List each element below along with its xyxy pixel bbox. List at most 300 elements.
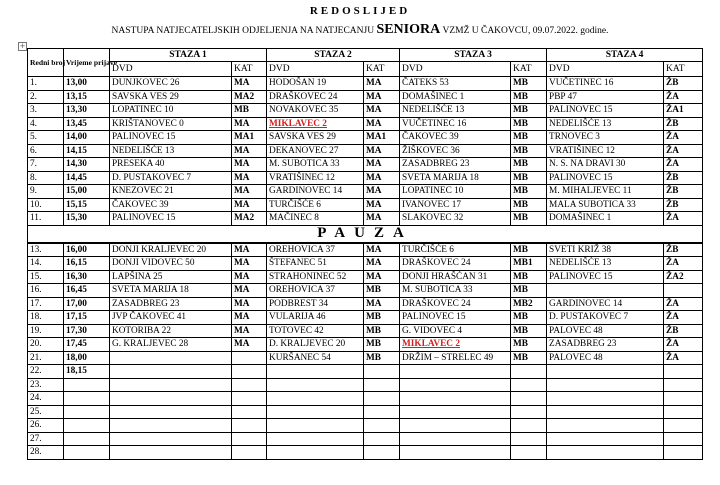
- lane-3-category: MB: [511, 338, 547, 352]
- row-number: 15.: [28, 270, 64, 284]
- lane-1-category: MA: [232, 171, 267, 185]
- lane-1-team: KRIŠTANOVEC 0: [110, 117, 232, 131]
- lane-2-team: GARDINOVEC 14: [267, 185, 364, 199]
- lane-3-category: MB: [511, 351, 547, 365]
- lane-1-category: MA: [232, 257, 267, 271]
- lane-2-category: MB: [364, 284, 400, 298]
- lane-4-category: ŽA: [664, 338, 703, 352]
- lane-3-team: SLAKOVEC 32: [400, 212, 511, 226]
- table-move-handle-icon[interactable]: +: [19, 42, 26, 50]
- lane-2-team: KURŠANEC 54: [267, 351, 364, 365]
- lane-1-team: SAVSKA VES 29: [110, 90, 232, 104]
- lane-1-category: MA: [232, 158, 267, 172]
- lane-3-team: PALINOVEC 15: [400, 311, 511, 325]
- table-row: [28, 104, 703, 118]
- lane-3-category: [511, 432, 547, 446]
- lane-3-category: MB: [511, 144, 547, 158]
- lane-2-category: MA: [364, 297, 400, 311]
- lane-4-category: ŽB: [664, 324, 703, 338]
- row-time: 17,45: [64, 338, 110, 352]
- table-row: [28, 446, 703, 460]
- lane-2-team: STRAHONINEC 52: [267, 270, 364, 284]
- row-time: 14,15: [64, 144, 110, 158]
- lane-2-category: MB: [364, 324, 400, 338]
- lane-4-category: [664, 365, 703, 379]
- row-time: 17,30: [64, 324, 110, 338]
- lane-1-category: MA2: [232, 212, 267, 226]
- lane-4-team: D. PUSTAKOVEC 7: [547, 311, 664, 325]
- lane-3-category: MB1: [511, 257, 547, 271]
- row-time: 18,15: [64, 365, 110, 379]
- lane-4-category: ŽA: [664, 257, 703, 271]
- table-row: [28, 158, 703, 172]
- lane-3-category: MB: [511, 171, 547, 185]
- lane-1-team: ZASADBREG 23: [110, 297, 232, 311]
- lane-4-category: ŽA: [664, 131, 703, 145]
- row-time: 14,45: [64, 171, 110, 185]
- lane-1-team: [110, 405, 232, 419]
- lane-2-team: [267, 446, 364, 460]
- lane-3-team: [400, 432, 511, 446]
- lane-4-category: [664, 284, 703, 298]
- lane-2-category: MA: [364, 117, 400, 131]
- row-time: 18,00: [64, 351, 110, 365]
- lane-1-category: MA: [232, 243, 267, 257]
- row-time: 15,00: [64, 185, 110, 199]
- lane-3-team: [400, 392, 511, 406]
- lane-1-category: MA: [232, 144, 267, 158]
- row-time: 17,00: [64, 297, 110, 311]
- row-number: 16.: [28, 284, 64, 298]
- lane-3-category: MB: [511, 270, 547, 284]
- lane-2-team: VRATIŠINEC 12: [267, 171, 364, 185]
- lane-3-team: [400, 446, 511, 460]
- table-row: [28, 77, 703, 91]
- lane-2-team: DEKANOVEC 27: [267, 144, 364, 158]
- lane-4-team: NEDELIŠĆE 13: [547, 257, 664, 271]
- lane-4-team: [547, 405, 664, 419]
- table-row: [28, 117, 703, 131]
- lane-3-team: TURČIŠĆE 6: [400, 243, 511, 257]
- subheader-dvd: DVD: [547, 62, 664, 77]
- table-row: [28, 198, 703, 212]
- lane-1-team: LOPATINEC 10: [110, 104, 232, 118]
- table-row: [28, 243, 703, 257]
- header-lane-3: STAZA 3: [400, 49, 547, 62]
- lane-3-category: [511, 419, 547, 433]
- lane-3-category: [511, 392, 547, 406]
- row-number: 6.: [28, 144, 64, 158]
- lane-4-category: ŽA1: [664, 104, 703, 118]
- row-time: 15,30: [64, 212, 110, 226]
- lane-3-team: ČAKOVEC 39: [400, 131, 511, 145]
- lane-1-team: D. PUSTAKOVEC 7: [110, 171, 232, 185]
- lane-2-team: DRAŠKOVEC 24: [267, 90, 364, 104]
- table-row: [28, 144, 703, 158]
- lane-2-category: MA: [364, 104, 400, 118]
- row-number: 11.: [28, 212, 64, 226]
- pause-row: [28, 225, 703, 243]
- lane-1-category: MA: [232, 284, 267, 298]
- lane-3-team: [400, 378, 511, 392]
- lane-3-team: MIKLAVEC 2: [400, 338, 511, 352]
- table-row: [28, 90, 703, 104]
- lane-4-team: PALINOVEC 15: [547, 171, 664, 185]
- lane-4-team: [547, 446, 664, 460]
- lane-2-team: VULARIJA 46: [267, 311, 364, 325]
- header-lane-2: STAZA 2: [267, 49, 400, 62]
- lane-2-team: MIKLAVEC 2: [267, 117, 364, 131]
- lane-1-team: [110, 351, 232, 365]
- lane-3-team: NEDELIŠĆE 13: [400, 104, 511, 118]
- lane-2-category: MB: [364, 338, 400, 352]
- lane-2-category: MA: [364, 257, 400, 271]
- lane-1-category: MA: [232, 198, 267, 212]
- lane-2-category: MA: [364, 158, 400, 172]
- table-row: [28, 365, 703, 379]
- lane-1-category: [232, 365, 267, 379]
- lane-3-category: [511, 405, 547, 419]
- lane-4-category: ŽA: [664, 351, 703, 365]
- lane-4-team: PALINOVEC 15: [547, 104, 664, 118]
- lane-2-category: MA: [364, 270, 400, 284]
- lane-4-team: PALINOVEC 15: [547, 270, 664, 284]
- lane-3-category: MB2: [511, 297, 547, 311]
- lane-3-category: MB: [511, 131, 547, 145]
- row-number: 1.: [28, 77, 64, 91]
- lane-4-team: GARDINOVEC 14: [547, 297, 664, 311]
- lane-2-category: MA: [364, 243, 400, 257]
- row-time: 14,30: [64, 158, 110, 172]
- lane-4-team: PBP 47: [547, 90, 664, 104]
- lane-1-team: ČAKOVEC 39: [110, 198, 232, 212]
- row-time: [64, 419, 110, 433]
- row-number: 26.: [28, 419, 64, 433]
- lane-3-category: [511, 446, 547, 460]
- lane-2-team: [267, 432, 364, 446]
- row-number: 10.: [28, 198, 64, 212]
- row-time: [64, 432, 110, 446]
- row-number: 20.: [28, 338, 64, 352]
- lane-2-category: [364, 392, 400, 406]
- lane-3-category: MB: [511, 104, 547, 118]
- row-time: 13,30: [64, 104, 110, 118]
- lane-3-category: [511, 365, 547, 379]
- lane-4-category: ŽB: [664, 117, 703, 131]
- row-number: 21.: [28, 351, 64, 365]
- lane-2-category: MA1: [364, 131, 400, 145]
- lane-2-team: TOTOVEC 42: [267, 324, 364, 338]
- lane-3-category: MB: [511, 324, 547, 338]
- lane-3-category: MB: [511, 198, 547, 212]
- lane-4-category: ŽA: [664, 158, 703, 172]
- table-row: [28, 311, 703, 325]
- lane-4-category: [664, 446, 703, 460]
- table-row: [28, 392, 703, 406]
- lane-1-category: MA: [232, 324, 267, 338]
- schedule-table: [27, 48, 703, 460]
- lane-2-team: TURČIŠĆE 6: [267, 198, 364, 212]
- lane-3-category: MB: [511, 311, 547, 325]
- lane-3-category: MB: [511, 90, 547, 104]
- row-time: 13,45: [64, 117, 110, 131]
- row-time: 16,30: [64, 270, 110, 284]
- lane-3-team: ŽIŠKOVEC 36: [400, 144, 511, 158]
- lane-3-team: DOMAŠINEC 1: [400, 90, 511, 104]
- lane-4-team: [547, 365, 664, 379]
- lane-3-team: [400, 405, 511, 419]
- lane-1-team: [110, 378, 232, 392]
- lane-4-category: ŽA: [664, 144, 703, 158]
- lane-1-category: MA: [232, 297, 267, 311]
- lane-2-team: HODOŠAN 19: [267, 77, 364, 91]
- lane-3-category: MB: [511, 284, 547, 298]
- lane-1-team: G. KRALJEVEC 28: [110, 338, 232, 352]
- lane-1-category: [232, 432, 267, 446]
- table-row: [28, 351, 703, 365]
- subheader-dvd: DVD: [110, 62, 232, 77]
- lane-2-team: ŠTEFANEC 51: [267, 257, 364, 271]
- lane-4-team: SVETI KRIŽ 38: [547, 243, 664, 257]
- lane-4-team: [547, 419, 664, 433]
- lane-4-category: ŽA: [664, 311, 703, 325]
- lane-1-team: PALINOVEC 15: [110, 131, 232, 145]
- lane-2-team: D. KRALJEVEC 20: [267, 338, 364, 352]
- lane-3-team: DRAŠKOVEC 24: [400, 257, 511, 271]
- row-number: 7.: [28, 158, 64, 172]
- lane-2-team: OREHOVICA 37: [267, 243, 364, 257]
- lane-4-category: ŽB: [664, 243, 703, 257]
- table-row: [28, 419, 703, 433]
- lane-1-team: KNEZOVEC 21: [110, 185, 232, 199]
- lane-2-category: MA: [364, 77, 400, 91]
- lane-3-team: M. SUBOTICA 33: [400, 284, 511, 298]
- lane-1-team: NEDELIŠĆE 13: [110, 144, 232, 158]
- lane-1-category: MA: [232, 338, 267, 352]
- schedule-body: [28, 49, 703, 460]
- row-time: [64, 392, 110, 406]
- lane-4-team: [547, 392, 664, 406]
- lane-2-category: [364, 419, 400, 433]
- row-time: 15,15: [64, 198, 110, 212]
- lane-1-category: MA2: [232, 90, 267, 104]
- lane-1-team: PRESEKA 40: [110, 158, 232, 172]
- lane-4-category: ŽB: [664, 171, 703, 185]
- table-row: [28, 405, 703, 419]
- lane-3-team: [400, 419, 511, 433]
- row-time: 16,15: [64, 257, 110, 271]
- table-row: [28, 284, 703, 298]
- lane-2-category: MB: [364, 311, 400, 325]
- table-row: [28, 432, 703, 446]
- table-row: [28, 378, 703, 392]
- row-time: 17,15: [64, 311, 110, 325]
- lane-4-team: DOMAŠINEC 1: [547, 212, 664, 226]
- lane-1-team: [110, 392, 232, 406]
- lane-2-team: SAVSKA VES 29: [267, 131, 364, 145]
- lane-1-category: MA: [232, 311, 267, 325]
- row-time: 13,00: [64, 77, 110, 91]
- lane-1-category: [232, 378, 267, 392]
- lane-2-team: NOVAKOVEC 35: [267, 104, 364, 118]
- lane-3-team: DRŽIM – STRELEC 49: [400, 351, 511, 365]
- lane-1-category: MB: [232, 104, 267, 118]
- lane-2-team: [267, 419, 364, 433]
- row-number: 8.: [28, 171, 64, 185]
- lane-2-category: MA: [364, 185, 400, 199]
- row-time: [64, 378, 110, 392]
- row-number: 27.: [28, 432, 64, 446]
- lane-2-category: MB: [364, 351, 400, 365]
- lane-4-team: M. MIHALJEVEC 11: [547, 185, 664, 199]
- lane-3-category: MB: [511, 117, 547, 131]
- lane-4-category: ŽB: [664, 198, 703, 212]
- lane-4-category: [664, 432, 703, 446]
- lane-3-team: ZASADBREG 23: [400, 158, 511, 172]
- row-number: 24.: [28, 392, 64, 406]
- lane-4-team: [547, 432, 664, 446]
- lane-4-team: [547, 284, 664, 298]
- lane-2-team: [267, 392, 364, 406]
- lane-3-category: [511, 378, 547, 392]
- row-time: [64, 446, 110, 460]
- header-time: Vrijeme prijave: [64, 49, 110, 77]
- lane-2-team: PODBREST 34: [267, 297, 364, 311]
- lane-3-category: MB: [511, 212, 547, 226]
- lane-1-category: MA1: [232, 131, 267, 145]
- table-row: [28, 324, 703, 338]
- subheader-kat: KAT: [364, 62, 400, 77]
- lane-2-category: [364, 378, 400, 392]
- header-no: Redni broj: [28, 49, 64, 77]
- row-number: 2.: [28, 90, 64, 104]
- lane-2-category: [364, 446, 400, 460]
- lane-3-team: LOPATINEC 10: [400, 185, 511, 199]
- header-lane-1: STAZA 1: [110, 49, 267, 62]
- row-time: 14,00: [64, 131, 110, 145]
- lane-1-team: DONJI KRALJEVEC 20: [110, 243, 232, 257]
- subtitle-prefix: NASTUPA NATJECATELJSKIH ODJELJENJA NA NATJECANJU: [111, 26, 375, 36]
- lane-1-category: [232, 446, 267, 460]
- lane-2-team: MAČINEC 8: [267, 212, 364, 226]
- row-time: [64, 405, 110, 419]
- lane-3-team: VUČETINEC 16: [400, 117, 511, 131]
- lane-1-team: KOTORIBA 22: [110, 324, 232, 338]
- lane-4-category: ŽA: [664, 90, 703, 104]
- row-number: 4.: [28, 117, 64, 131]
- lane-4-team: VRATIŠINEC 12: [547, 144, 664, 158]
- lane-3-team: SVETA MARIJA 18: [400, 171, 511, 185]
- table-row: [28, 338, 703, 352]
- lane-1-team: DONJI VIDOVEC 50: [110, 257, 232, 271]
- row-number: 9.: [28, 185, 64, 199]
- lane-4-team: N. S. NA DRAVI 30: [547, 158, 664, 172]
- table-row: [28, 257, 703, 271]
- lane-2-category: MA: [364, 212, 400, 226]
- lane-1-team: DUNJKOVEC 26: [110, 77, 232, 91]
- lane-3-team: DONJI HRAŠĆAN 31: [400, 270, 511, 284]
- lane-2-category: MA: [364, 144, 400, 158]
- document-title: REDOSLIJED: [309, 5, 411, 17]
- lane-3-category: MB: [511, 158, 547, 172]
- lane-1-category: MA: [232, 77, 267, 91]
- lane-1-team: LAPŠINA 25: [110, 270, 232, 284]
- table-row: [28, 297, 703, 311]
- row-time: 13,15: [64, 90, 110, 104]
- lane-4-category: ŽA: [664, 297, 703, 311]
- lane-1-team: [110, 432, 232, 446]
- lane-2-team: [267, 405, 364, 419]
- lane-2-team: [267, 365, 364, 379]
- lane-4-team: VUČETINEC 16: [547, 77, 664, 91]
- row-number: 18.: [28, 311, 64, 325]
- lane-2-team: M. SUBOTICA 33: [267, 158, 364, 172]
- lane-4-category: ŽB: [664, 77, 703, 91]
- lane-4-category: [664, 419, 703, 433]
- lane-4-team: [547, 378, 664, 392]
- row-number: 14.: [28, 257, 64, 271]
- header-row: [28, 49, 703, 62]
- lane-1-category: [232, 419, 267, 433]
- lane-1-team: [110, 446, 232, 460]
- lane-3-team: DRAŠKOVEC 24: [400, 297, 511, 311]
- lane-2-category: [364, 432, 400, 446]
- lane-1-category: [232, 351, 267, 365]
- subheader-kat: KAT: [232, 62, 267, 77]
- row-number: 28.: [28, 446, 64, 460]
- row-number: 23.: [28, 378, 64, 392]
- lane-3-category: MB: [511, 185, 547, 199]
- lane-2-category: MA: [364, 171, 400, 185]
- lane-4-category: [664, 392, 703, 406]
- subheader-kat: KAT: [511, 62, 547, 77]
- lane-3-team: G. VIDOVEC 4: [400, 324, 511, 338]
- lane-4-team: NEDELIŠĆE 13: [547, 117, 664, 131]
- subtitle-emphasis: SENIORA: [376, 22, 441, 37]
- lane-3-team: ČATEKS 53: [400, 77, 511, 91]
- lane-4-category: [664, 405, 703, 419]
- table-row: [28, 131, 703, 145]
- row-time: 16,45: [64, 284, 110, 298]
- lane-1-category: MA: [232, 185, 267, 199]
- pause-label: PAUZA: [28, 225, 703, 243]
- lane-2-category: MA: [364, 90, 400, 104]
- lane-1-category: MA: [232, 117, 267, 131]
- lane-1-category: [232, 405, 267, 419]
- lane-1-team: SVETA MARIJA 18: [110, 284, 232, 298]
- lane-4-category: ŽB: [664, 185, 703, 199]
- table-row: [28, 212, 703, 226]
- lane-4-team: MALA SUBOTICA 33: [547, 198, 664, 212]
- lane-2-team: [267, 378, 364, 392]
- lane-3-team: IVANOVEC 17: [400, 198, 511, 212]
- lane-1-category: MA: [232, 270, 267, 284]
- lane-3-team: [400, 365, 511, 379]
- lane-1-team: [110, 365, 232, 379]
- row-number: 17.: [28, 297, 64, 311]
- lane-4-category: [664, 378, 703, 392]
- row-number: 22.: [28, 365, 64, 379]
- lane-2-category: [364, 365, 400, 379]
- subheader-dvd: DVD: [267, 62, 364, 77]
- lane-4-category: ŽA2: [664, 270, 703, 284]
- lane-1-category: [232, 392, 267, 406]
- row-time: 16,00: [64, 243, 110, 257]
- lane-3-category: MB: [511, 243, 547, 257]
- table-row: [28, 185, 703, 199]
- row-number: 5.: [28, 131, 64, 145]
- document-subtitle: [0, 22, 720, 38]
